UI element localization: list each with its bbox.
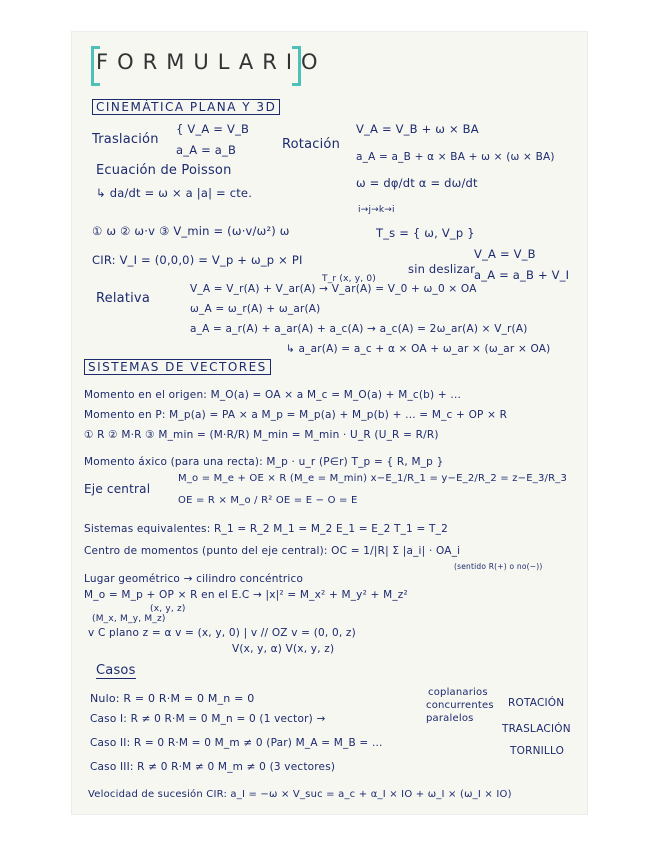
plano-z: v C plano z = α v = (x, y, 0) | v // OZ v = (0, 0, z) (88, 627, 356, 639)
caso-1-concurrentes: concurrentes (426, 700, 494, 711)
cinematica-heading: CINEMÁTICA PLANA Y 3D (92, 99, 280, 115)
rotacion-eq2: a_A = a_B + α × BA + ω × (ω × BA) (356, 151, 555, 163)
caso-1-resultado: ROTACIÓN (508, 697, 565, 709)
caso-3-resultado: TORNILLO (510, 745, 565, 757)
momento-p: Momento en P: M_p(a) = PA × a M_p = M_p(a) + M_p(b) + ... = M_c + OP × R (84, 409, 508, 421)
eje-central-label: Eje central (84, 482, 151, 496)
rotacion-eq1: V_A = V_B + ω × BA (356, 122, 479, 136)
caso-2: Caso II: R = 0 R·M = 0 M_m ≠ 0 (Par) M_A = M_B = ... (90, 737, 383, 749)
caso-1-paralelos: paralelos (426, 713, 474, 724)
sin-deslizar-eq2: a_A = a_B + V_I (474, 268, 570, 282)
invariantes-sistema: ① R ② M·R ③ M_min = (M·R/R) M_min = M_min · U_R (U_R = R/R) (84, 429, 439, 441)
caso-2-resultado: TRASLACIÓN (502, 723, 571, 735)
sin-deslizar: sin deslizar (408, 262, 476, 276)
traslacion-label: Traslación (92, 132, 159, 147)
eje-central-eq2: OE = R × M_o / R² OE = E − O = E (178, 495, 358, 506)
rotacion-label: Rotación (282, 137, 341, 152)
casos-heading: Casos (96, 663, 136, 678)
caso-3: Caso III: R ≠ 0 R·M ≠ 0 M_m ≠ 0 (3 vectores) (90, 761, 336, 773)
velocidad-sucesion-cir: Velocidad de sucesión CIR: a_I = −ω × V_suc = a_c + α_I × IO + ω_I × (ω_I × IO) (88, 789, 512, 800)
relativa-eq1: V_A = V_r(A) + V_ar(A) → V_ar(A) = V_0 + ω_0 × OA (190, 283, 477, 295)
traslacion-eq2: a_A = a_B (176, 143, 237, 157)
cir-eq: CIR: V_I = (0,0,0) = V_p + ω_p × PI (92, 253, 303, 267)
relativa-eq3: a_A = a_r(A) + a_ar(A) + a_c(A) → a_c(A) = 2ω_ar(A) × V_r(A) (190, 323, 528, 335)
caso-1: Caso I: R ≠ 0 R·M = 0 M_n = 0 (1 vector) → (90, 713, 326, 725)
momento-componentes: (M_x, M_y, M_z) (92, 614, 166, 624)
traslacion-eq1: { V_A = V_B (176, 122, 250, 136)
caso-nulo: Nulo: R = 0 R·M = 0 M_n = 0 (90, 692, 255, 705)
relativa-eq4: ↳ a_ar(A) = a_c + α × OA + ω_ar × (ω_ar × OA) (286, 343, 551, 355)
caso-1-coplanarios: coplanarios (428, 687, 488, 698)
sistemas-heading: SISTEMAS DE VECTORES (84, 359, 271, 375)
lugar-geometrico: Lugar geométrico → cilindro concéntrico (84, 573, 304, 585)
eje-central-eq1: M_o = M_e + OE × R (M_e = M_min) x−E_1/R_1 = y−E_2/R_2 = z−E_3/R_3 (178, 473, 568, 484)
page-title: FORMULARIO (96, 50, 327, 74)
rotacion-eq3: ω = dφ/dt α = dω/dt (356, 176, 478, 190)
cir-sub: T_r (x, y, 0) (322, 274, 377, 284)
plano-z-vector: V(x, y, α) V(x, y, z) (232, 643, 335, 655)
momento-origen: Momento en el origen: M_O(a) = OA × a M_c = M_O(a) + M_c(b) + ... (84, 389, 462, 401)
centro-momentos: Centro de momentos (punto del eje central): OC = 1/|R| Σ |a_i| · OA_i (84, 545, 461, 557)
rotacion-cyclic: i→j→k→i (358, 205, 395, 215)
sin-deslizar-eq1: V_A = V_B (474, 247, 536, 261)
sistemas-equivalentes: Sistemas equivalentes: R_1 = R_2 M_1 = M_2 E_1 = E_2 T_1 = T_2 (84, 523, 448, 535)
centro-momentos-sub: (sentido R(+) o no(−)) (454, 562, 543, 571)
momento-axico: Momento áxico (para una recta): M_p · u_r (P∈r) T_p = { R, M_p } (84, 456, 444, 468)
poisson-label: Ecuación de Poisson (96, 163, 232, 178)
torsor: T_s = { ω, V_p } (376, 226, 475, 240)
relativa-label: Relativa (96, 291, 150, 306)
momento-eje-central: M_o = M_p + OP × R en el E.C → |x|² = M_x² + M_y² + M_z² (84, 589, 408, 601)
poisson-eq: ↳ da/dt = ω × a |a| = cte. (96, 186, 253, 200)
relativa-eq2: ω_A = ω_r(A) + ω_ar(A) (190, 303, 321, 315)
invariantes: ① ω ② ω·v ③ V_min = (ω·v/ω²) ω (92, 224, 290, 238)
title-right-bracket (292, 46, 301, 86)
momento-sub: (x, y, z) (150, 604, 186, 614)
